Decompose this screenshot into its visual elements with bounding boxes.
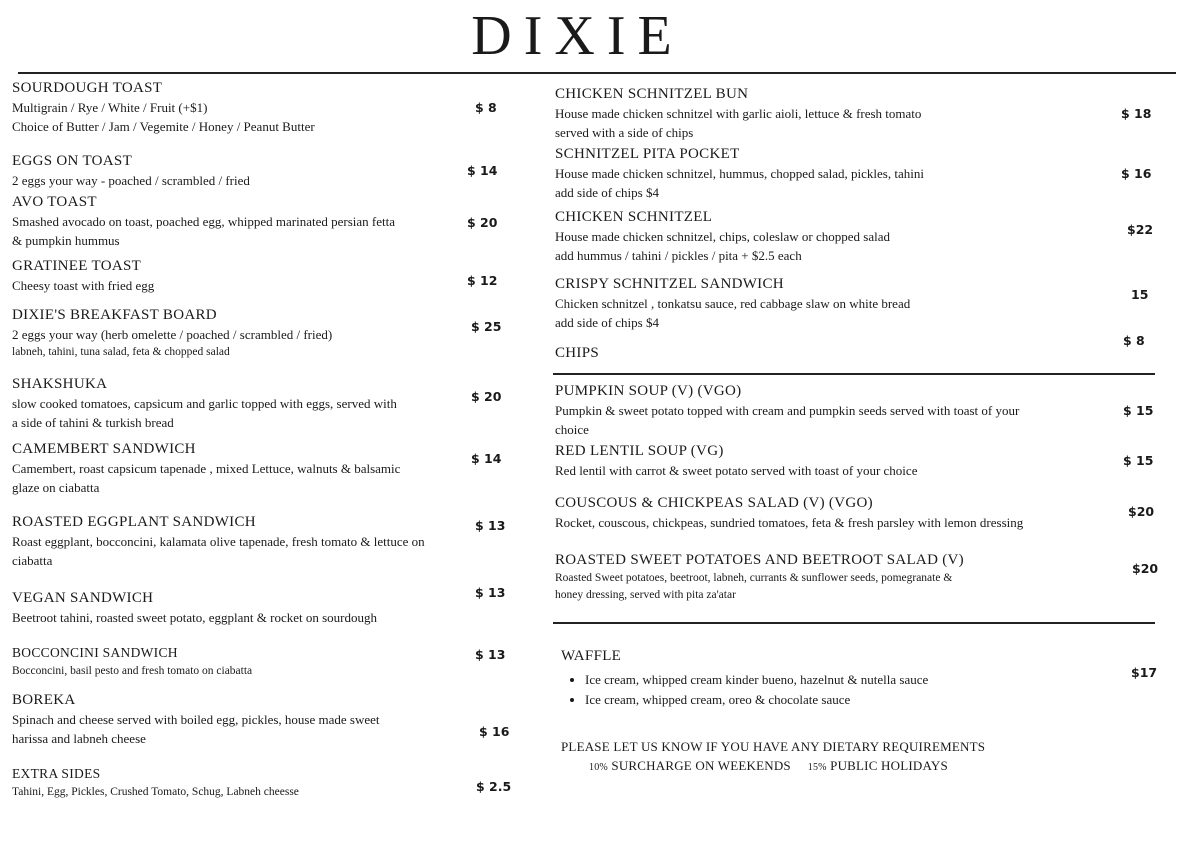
item-price: $ 16 bbox=[1121, 166, 1152, 181]
item-description: Chicken schnitzel , tonkatsu sauce, red cabbage slaw on white bread bbox=[555, 296, 911, 311]
item-description: Pumpkin & sweet potato topped with cream and pumpkin seeds served with toast of your bbox=[555, 403, 1020, 418]
surcharge-percent: 10% bbox=[589, 762, 608, 773]
item-name: CHICKEN SCHNITZEL BUN bbox=[555, 86, 749, 102]
menu-item bbox=[12, 305, 532, 361]
item-name: RED LENTIL SOUP (VG) bbox=[555, 443, 724, 459]
surcharge-text: SURCHARGE ON WEEKENDS bbox=[611, 758, 791, 773]
menu-item bbox=[555, 493, 1095, 532]
item-name: EXTRA SIDES bbox=[12, 766, 101, 781]
menu-item bbox=[12, 192, 532, 250]
item-name: VEGAN SANDWICH bbox=[12, 590, 154, 606]
waffle-options bbox=[585, 670, 1121, 710]
item-description: Roasted Sweet potatoes, beetroot, labneh, currants & sunflower seeds, pomegranate & bbox=[555, 572, 953, 584]
item-name: CRISPY SCHNITZEL SANDWICH bbox=[555, 276, 784, 292]
item-description: Camembert, roast capsicum tapenade , mixed Lettuce, walnuts & balsamic bbox=[12, 461, 401, 476]
item-description: House made chicken schnitzel with garlic aioli, lettuce & fresh tomato bbox=[555, 106, 922, 121]
item-description: Multigrain / Rye / White / Fruit (+$1) bbox=[12, 100, 208, 115]
item-price: $ 25 bbox=[471, 319, 502, 334]
item-price: $ 15 bbox=[1123, 453, 1154, 468]
item-description: Cheesy toast with fried egg bbox=[12, 278, 155, 293]
item-name: EGGS ON TOAST bbox=[12, 153, 133, 169]
item-price: $ 8 bbox=[1123, 333, 1145, 348]
item-description: Bocconcini, basil pesto and fresh tomato on ciabatta bbox=[12, 665, 253, 677]
item-description: House made chicken schnitzel, hummus, chopped salad, pickles, tahini bbox=[555, 166, 924, 181]
item-description: choice bbox=[555, 422, 589, 437]
item-description: glaze on ciabatta bbox=[12, 480, 100, 495]
menu-item bbox=[555, 381, 1095, 439]
item-name: BOCCONCINI SANDWICH bbox=[12, 645, 178, 660]
menu-item bbox=[555, 343, 1095, 363]
item-description: ciabatta bbox=[12, 553, 53, 568]
menu-item bbox=[12, 374, 532, 432]
item-price: $ 8 bbox=[475, 100, 497, 115]
item-description: 2 eggs your way (herb omelette / poached / scrambled / fried) bbox=[12, 327, 333, 342]
item-name: SHAKSHUKA bbox=[12, 376, 108, 392]
item-description: Red lentil with carrot & sweet potato served with toast of your choice bbox=[555, 463, 918, 478]
right-divider-2 bbox=[553, 622, 1155, 624]
item-description: harissa and labneh cheese bbox=[12, 731, 146, 746]
right-divider-1 bbox=[553, 373, 1155, 375]
menu-item bbox=[12, 439, 532, 497]
item-description: served with a side of chips bbox=[555, 125, 694, 140]
item-name: CHICKEN SCHNITZEL bbox=[555, 209, 713, 225]
menu-item bbox=[12, 78, 532, 136]
item-price: $ 18 bbox=[1121, 106, 1152, 121]
item-price: $ 13 bbox=[475, 585, 506, 600]
item-price: $ 15 bbox=[1123, 403, 1154, 418]
item-name: BOREKA bbox=[12, 692, 76, 708]
item-name: SOURDOUGH TOAST bbox=[12, 80, 163, 96]
item-description: 2 eggs your way - poached / scrambled / fried bbox=[12, 173, 250, 188]
item-description: Smashed avocado on toast, poached egg, whipped marinated persian fetta bbox=[12, 214, 396, 229]
item-price: $ 13 bbox=[475, 647, 506, 662]
item-price: $ 20 bbox=[467, 215, 498, 230]
menu-item bbox=[555, 274, 1095, 332]
item-description: Beetroot tahini, roasted sweet potato, eggplant & rocket on sourdough bbox=[12, 610, 377, 625]
header-divider bbox=[18, 72, 1176, 74]
item-description: Choice of Butter / Jam / Vegemite / Honey / Peanut Butter bbox=[12, 119, 315, 134]
list-item: • Ice cream, whipped cream, oreo & chocolate sauce bbox=[585, 690, 1121, 710]
item-price: $ 2.5 bbox=[476, 779, 512, 794]
item-name: ROASTED SWEET POTATOES AND BEETROOT SALAD (V) bbox=[555, 552, 964, 568]
menu-item bbox=[555, 441, 1095, 480]
dietary-note: PLEASE LET US KNOW IF YOU HAVE ANY DIETARY REQUIREMENTS bbox=[561, 739, 986, 754]
item-description: honey dressing, served with pita za'atar bbox=[555, 589, 736, 601]
list-item: • Ice cream, whipped cream kinder bueno, hazelnut & nutella sauce bbox=[585, 670, 1121, 690]
item-price: $ 13 bbox=[475, 518, 506, 533]
item-price: $17 bbox=[1131, 665, 1158, 680]
item-description: Spinach and cheese served with boiled egg, pickles, house made sweet bbox=[12, 712, 380, 727]
item-name: CHIPS bbox=[555, 345, 600, 361]
item-description: slow cooked tomatoes, capsicum and garlic topped with eggs, served with bbox=[12, 396, 397, 411]
menu-item bbox=[555, 84, 1095, 142]
item-name: PUMPKIN SOUP (V) (VGO) bbox=[555, 383, 742, 399]
menu-item bbox=[12, 643, 532, 680]
menu-item bbox=[12, 151, 532, 190]
item-name: CAMEMBERT SANDWICH bbox=[12, 441, 196, 457]
item-price: $ 16 bbox=[479, 724, 510, 739]
menu-item bbox=[555, 207, 1095, 265]
item-price: $ 12 bbox=[467, 273, 498, 288]
item-name: GRATINEE TOAST bbox=[12, 258, 142, 274]
item-description: House made chicken schnitzel, chips, coleslaw or chopped salad bbox=[555, 229, 890, 244]
menu-item bbox=[12, 690, 532, 748]
waffle-item bbox=[561, 646, 1121, 710]
holiday-text: PUBLIC HOLIDAYS bbox=[830, 758, 948, 773]
item-price: $ 14 bbox=[467, 163, 498, 178]
menu-item bbox=[12, 256, 532, 295]
item-name: AVO TOAST bbox=[12, 194, 97, 210]
item-price: $22 bbox=[1127, 222, 1154, 237]
item-description: labneh, tahini, tuna salad, feta & chopped salad bbox=[12, 346, 230, 358]
holiday-percent: 15% bbox=[807, 762, 827, 773]
menu-item bbox=[12, 764, 532, 801]
item-price: $20 bbox=[1128, 504, 1155, 519]
item-description: Tahini, Egg, Pickles, Crushed Tomato, Schug, Labneh cheesse bbox=[12, 786, 299, 798]
item-price: $20 bbox=[1132, 561, 1159, 576]
item-description: Rocket, couscous, chickpeas, sundried tomatoes, feta & fresh parsley with lemon dressing bbox=[555, 515, 1024, 530]
item-name: DIXIE'S BREAKFAST BOARD bbox=[12, 307, 217, 323]
item-name: WAFFLE bbox=[561, 648, 622, 664]
item-description: add side of chips $4 bbox=[555, 185, 659, 200]
menu-item bbox=[555, 550, 1095, 604]
item-price: 15 bbox=[1131, 287, 1149, 302]
menu-item bbox=[555, 144, 1095, 202]
page-title: DIXIE bbox=[471, 5, 684, 67]
item-name: ROASTED EGGPLANT SANDWICH bbox=[12, 514, 256, 530]
item-description: add hummus / tahini / pickles / pita + $2.5 each bbox=[555, 248, 802, 263]
item-name: COUSCOUS & CHICKPEAS SALAD (V) (VGO) bbox=[555, 495, 873, 511]
menu-item bbox=[12, 512, 532, 570]
item-description: Roast eggplant, bocconcini, kalamata olive tapenade, fresh tomato & lettuce on bbox=[12, 534, 425, 549]
item-price: $ 20 bbox=[471, 389, 502, 404]
item-name: SCHNITZEL PITA POCKET bbox=[555, 146, 740, 162]
item-description: a side of tahini & turkish bread bbox=[12, 415, 174, 430]
item-description: add side of chips $4 bbox=[555, 315, 659, 330]
menu-item bbox=[12, 588, 532, 627]
item-description: & pumpkin hummus bbox=[12, 233, 120, 248]
item-price: $ 14 bbox=[471, 451, 502, 466]
surcharge-note bbox=[589, 758, 948, 776]
